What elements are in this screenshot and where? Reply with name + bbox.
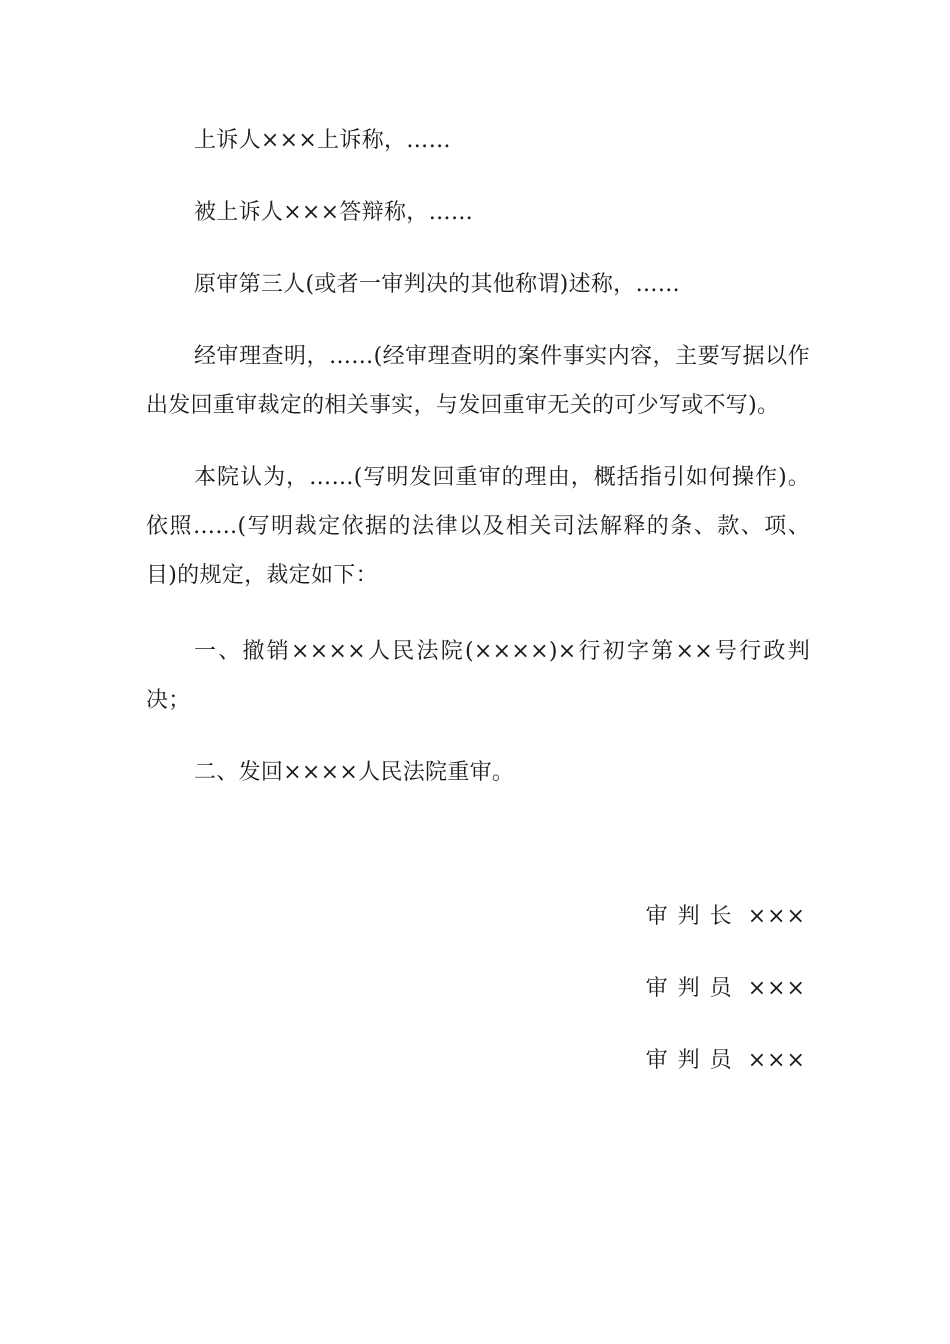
- ruling-item-1: 一、撤销××××人民法院(××××)×行初字第××号行政判决；: [146, 639, 810, 713]
- appellant-statement: 上诉人×××上诉称，……: [194, 128, 451, 153]
- appellee-reply: 被上诉人×××答辩称，……: [194, 200, 474, 225]
- signature-role: 审判员: [645, 1048, 742, 1073]
- signature-presiding-judge: [646, 902, 806, 932]
- signature-role: 审判员: [645, 976, 742, 1001]
- ruling-item-2: 二、发回××××人民法院重审。: [194, 760, 515, 785]
- signature-name: ×××: [747, 976, 806, 1001]
- signature-judge-2: [646, 1046, 806, 1076]
- third-party-statement: 原审第三人(或者一审判决的其他称谓)述称，……: [194, 272, 681, 297]
- signature-name: ×××: [747, 1048, 806, 1073]
- signature-judge-1: [646, 974, 806, 1004]
- findings-of-fact: 经审理查明，……(经审理查明的案件事实内容，主要写据以作出发回重审裁定的相关事实，与发回重审无关的可少写或不写)。: [146, 344, 810, 418]
- signature-name: ×××: [747, 904, 806, 929]
- signature-role: 审判长: [645, 904, 742, 929]
- court-opinion: 本院认为，……(写明发回重审的理由，概括指引如何操作)。依照……(写明裁定依据的法律以及相关司法解释的条、款、项、目)的规定，裁定如下：: [146, 465, 810, 588]
